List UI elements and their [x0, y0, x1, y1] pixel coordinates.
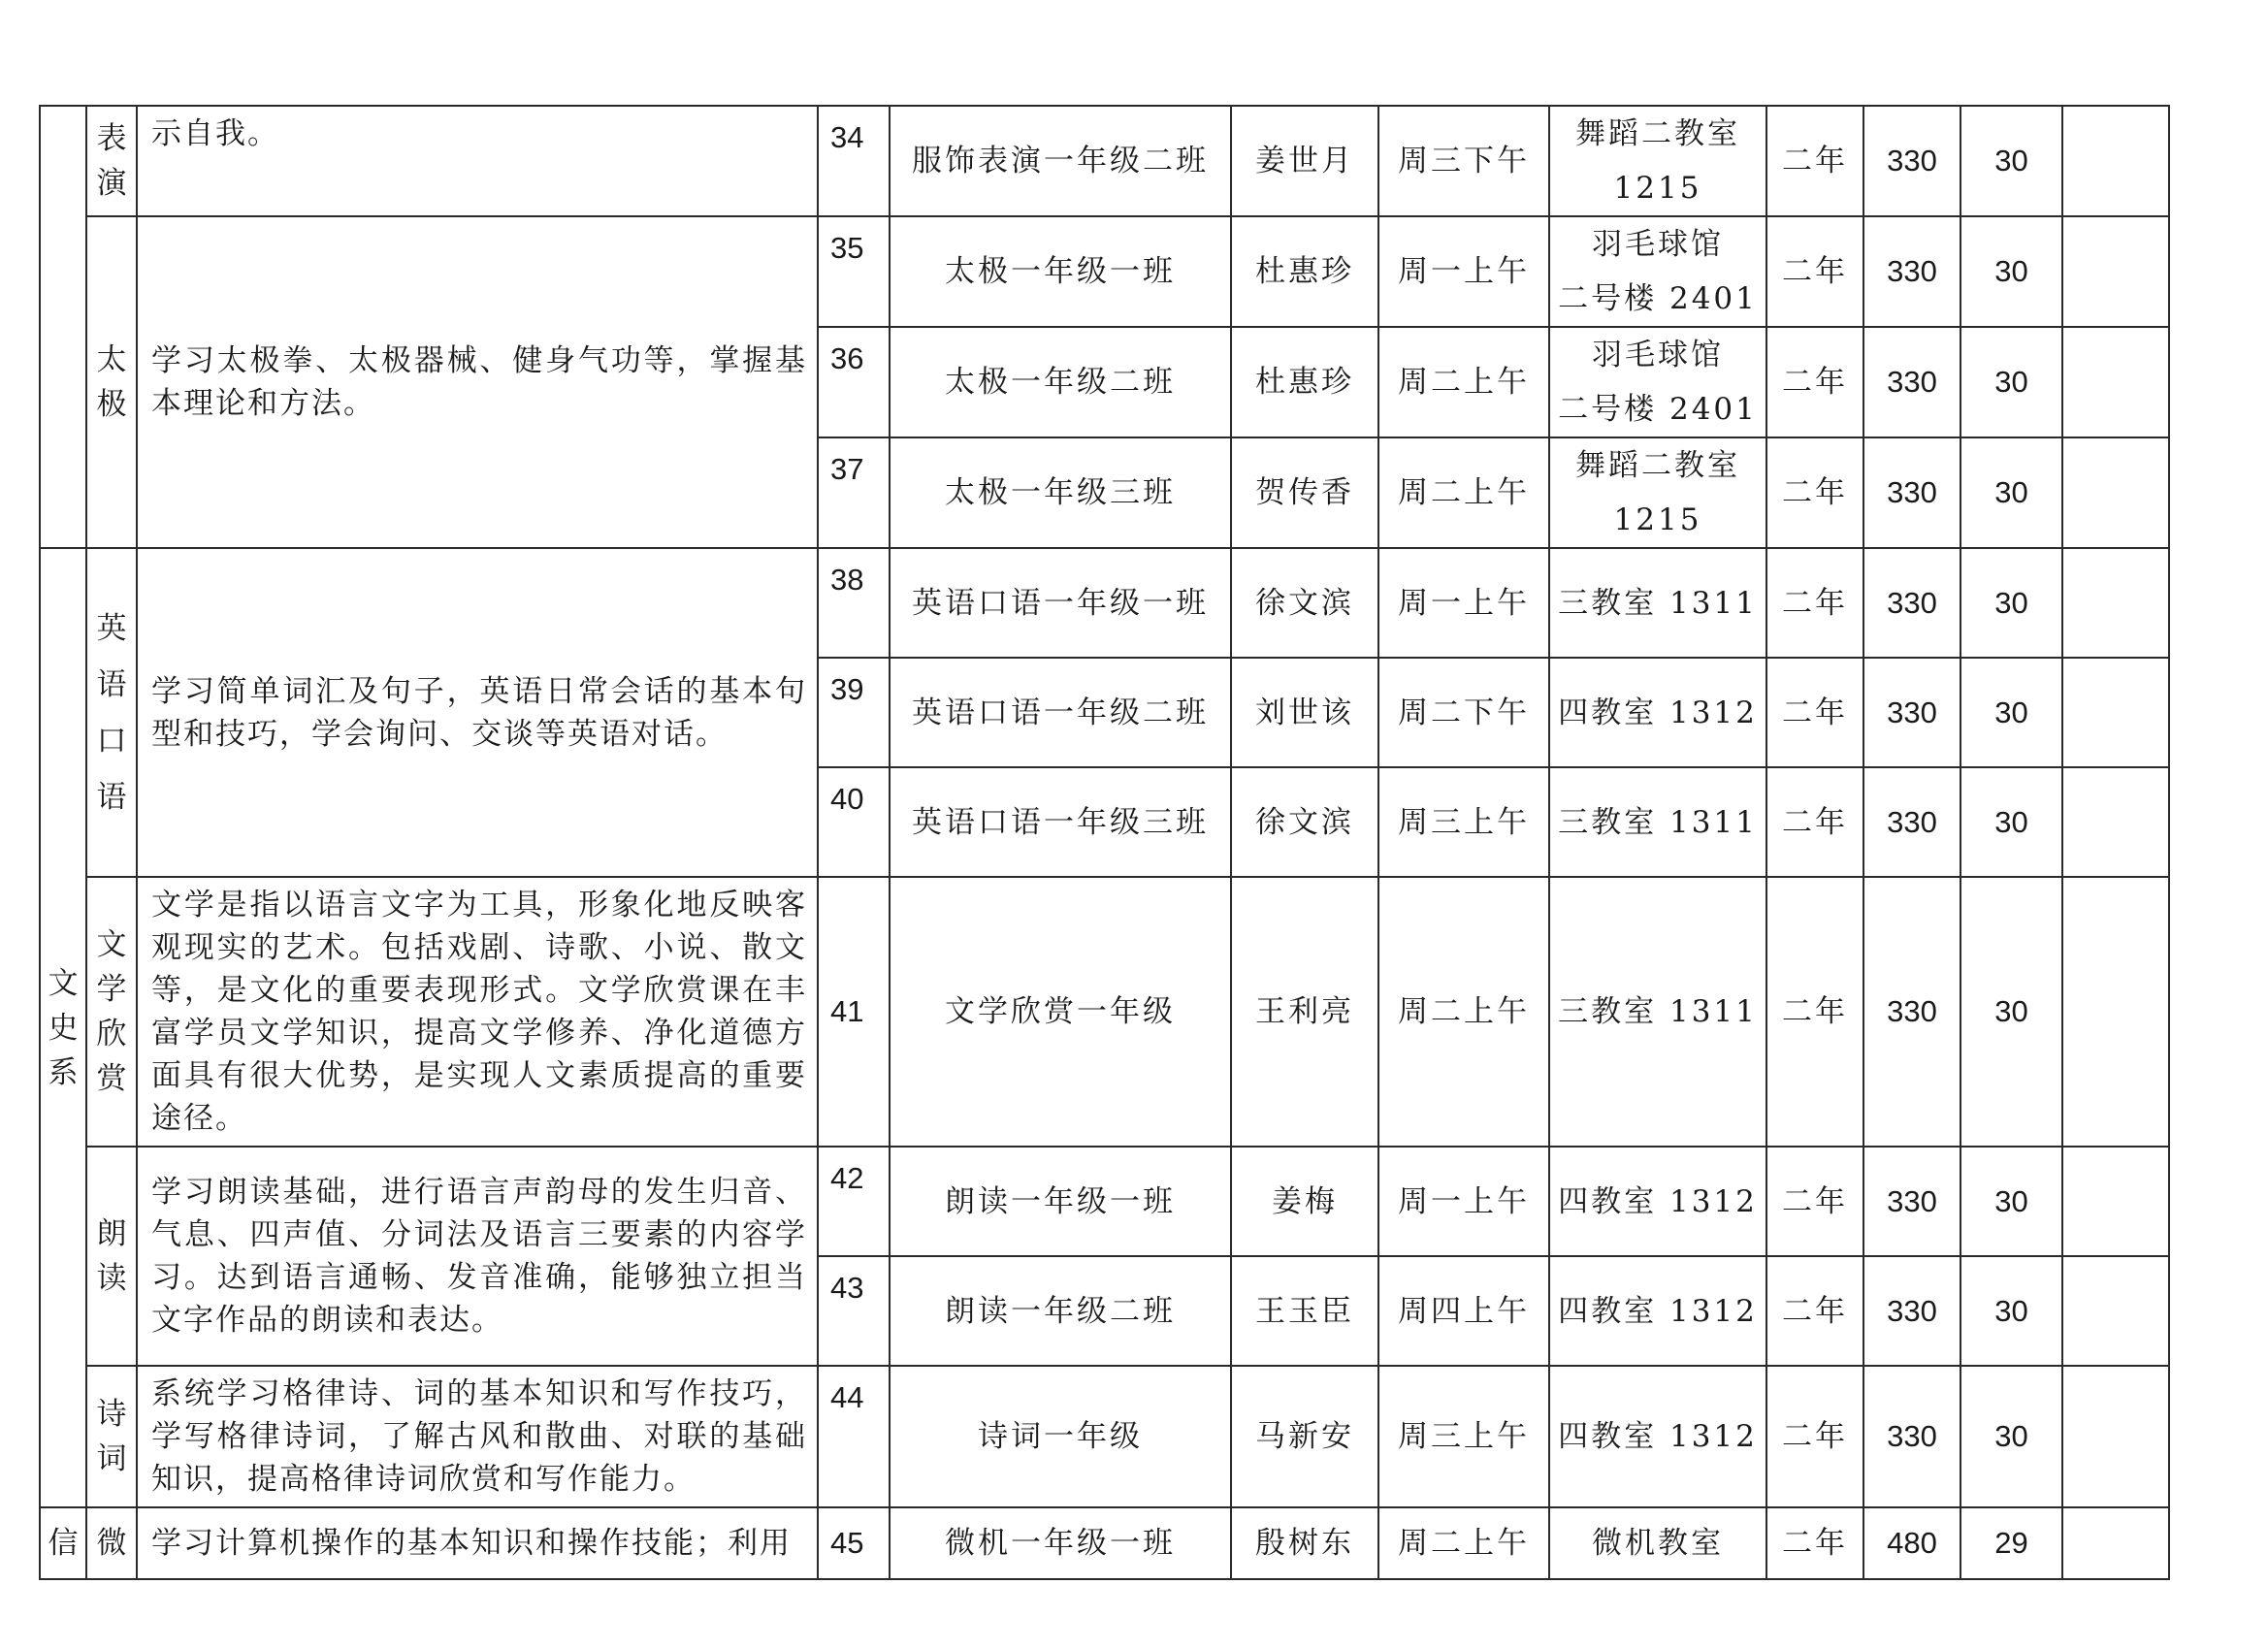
course-description: 学习朗读基础，进行语言声韵母的发生归音、气息、四声值、分词法及语言三要素的内容学习。达到语言通畅、发音准确，能够独立担当文字作品的朗读和表达。 [137, 1147, 818, 1366]
row-number: 42 [818, 1147, 890, 1256]
class-hours: 330 [1863, 1366, 1960, 1507]
class-time: 周二上午 [1378, 437, 1549, 548]
class-name: 太极一年级一班 [890, 216, 1231, 327]
capacity: 30 [1960, 1256, 2062, 1366]
class-time: 周三上午 [1378, 767, 1549, 877]
classroom: 舞蹈二教室 1215 [1549, 437, 1766, 548]
teacher-name: 姜世月 [1231, 106, 1378, 216]
course-name-taiji: 太 极 [86, 216, 137, 548]
course-description: 系统学习格律诗、词的基本知识和写作技巧，学写格律诗词，了解古风和散曲、对联的基础知识，提高格律诗词欣赏和写作能力。 [137, 1366, 818, 1507]
teacher-name: 徐文滨 [1231, 548, 1378, 658]
note-cell [2062, 327, 2169, 437]
classroom: 微机教室 [1549, 1507, 1766, 1579]
teacher-name: 王利亮 [1231, 877, 1378, 1147]
class-time: 周二下午 [1378, 658, 1549, 767]
row-number: 36 [818, 327, 890, 437]
class-time: 周一上午 [1378, 1147, 1549, 1256]
row-number: 40 [818, 767, 890, 877]
row-number: 44 [818, 1366, 890, 1507]
classroom: 羽毛球馆 二号楼 2401 [1549, 216, 1766, 327]
teacher-name: 马新安 [1231, 1366, 1378, 1507]
classroom: 舞蹈二教室 1215 [1549, 106, 1766, 216]
class-time: 周一上午 [1378, 548, 1549, 658]
class-hours: 330 [1863, 877, 1960, 1147]
course-name-poetry: 诗 词 [86, 1366, 137, 1507]
class-time: 周三上午 [1378, 1366, 1549, 1507]
class-hours: 330 [1863, 658, 1960, 767]
class-hours: 330 [1863, 216, 1960, 327]
class-hours: 330 [1863, 327, 1960, 437]
class-time: 周二上午 [1378, 877, 1549, 1147]
note-cell [2062, 658, 2169, 767]
class-name: 英语口语一年级一班 [890, 548, 1231, 658]
classroom: 三教室 1311 [1549, 767, 1766, 877]
row-number: 45 [818, 1507, 890, 1579]
class-hours: 330 [1863, 106, 1960, 216]
teacher-name: 杜惠珍 [1231, 327, 1378, 437]
classroom: 羽毛球馆 二号楼 2401 [1549, 327, 1766, 437]
note-cell [2062, 767, 2169, 877]
course-description: 示自我。 [137, 106, 818, 216]
course-description: 学习简单词汇及句子，英语日常会话的基本句型和技巧，学会询问、交谈等英语对话。 [137, 548, 818, 877]
capacity: 30 [1960, 216, 2062, 327]
department-cell-continued [40, 106, 86, 548]
teacher-name: 杜惠珍 [1231, 216, 1378, 327]
class-name: 服饰表演一年级二班 [890, 106, 1231, 216]
class-name: 朗读一年级二班 [890, 1256, 1231, 1366]
capacity: 30 [1960, 877, 2062, 1147]
classroom: 四教室 1312 [1549, 1147, 1766, 1256]
duration: 二年 [1766, 658, 1863, 767]
capacity: 29 [1960, 1507, 2062, 1579]
teacher-name: 殷树东 [1231, 1507, 1378, 1579]
class-hours: 330 [1863, 767, 1960, 877]
class-name: 英语口语一年级三班 [890, 767, 1231, 877]
class-time: 周四上午 [1378, 1256, 1549, 1366]
note-cell [2062, 216, 2169, 327]
capacity: 30 [1960, 1147, 2062, 1256]
class-name: 微机一年级一班 [890, 1507, 1231, 1579]
row-number: 37 [818, 437, 890, 548]
teacher-name: 贺传香 [1231, 437, 1378, 548]
duration: 二年 [1766, 548, 1863, 658]
classroom: 四教室 1312 [1549, 658, 1766, 767]
department-xin: 信 [40, 1507, 86, 1579]
class-time: 周一上午 [1378, 216, 1549, 327]
course-description: 学习太极拳、太极器械、健身气功等，掌握基本理论和方法。 [137, 216, 818, 548]
classroom: 三教室 1311 [1549, 548, 1766, 658]
capacity: 30 [1960, 106, 2062, 216]
duration: 二年 [1766, 1366, 1863, 1507]
table-row [40, 1147, 2169, 1256]
note-cell [2062, 1507, 2169, 1579]
teacher-name: 姜梅 [1231, 1147, 1378, 1256]
class-name: 诗词一年级 [890, 1366, 1231, 1507]
note-cell [2062, 877, 2169, 1147]
class-time: 周二上午 [1378, 1507, 1549, 1579]
table-row [40, 216, 2169, 327]
duration: 二年 [1766, 767, 1863, 877]
row-number: 35 [818, 216, 890, 327]
capacity: 30 [1960, 327, 2062, 437]
row-number: 38 [818, 548, 890, 658]
duration: 二年 [1766, 1147, 1863, 1256]
department-wenshi: 文 史 系 [40, 548, 86, 1507]
course-name-reading: 朗 读 [86, 1147, 137, 1366]
note-cell [2062, 437, 2169, 548]
duration: 二年 [1766, 106, 1863, 216]
duration: 二年 [1766, 1256, 1863, 1366]
class-hours: 330 [1863, 548, 1960, 658]
table-row [40, 548, 2169, 658]
course-name-computer: 微 [86, 1507, 137, 1579]
classroom: 四教室 1312 [1549, 1256, 1766, 1366]
duration: 二年 [1766, 1507, 1863, 1579]
classroom: 四教室 1312 [1549, 1366, 1766, 1507]
teacher-name: 王玉臣 [1231, 1256, 1378, 1366]
row-number: 43 [818, 1256, 890, 1366]
duration: 二年 [1766, 437, 1863, 548]
table-row [40, 1507, 2169, 1579]
capacity: 30 [1960, 437, 2062, 548]
class-name: 太极一年级二班 [890, 327, 1231, 437]
class-name: 文学欣赏一年级 [890, 877, 1231, 1147]
class-hours: 330 [1863, 1147, 1960, 1256]
row-number: 41 [818, 877, 890, 1147]
duration: 二年 [1766, 327, 1863, 437]
row-number: 39 [818, 658, 890, 767]
course-description: 文学是指以语言文字为工具，形象化地反映客观现实的艺术。包括戏剧、诗歌、小说、散文等，是文化的重要表现形式。文学欣赏课在丰富学员文学知识，提高文学修养、净化道德方面具有很大优势，是实现人文素质提高的重要途径。 [137, 877, 818, 1147]
note-cell [2062, 1147, 2169, 1256]
class-name: 太极一年级三班 [890, 437, 1231, 548]
row-number: 34 [818, 106, 890, 216]
table-row [40, 1366, 2169, 1507]
class-name: 朗读一年级一班 [890, 1147, 1231, 1256]
capacity: 30 [1960, 767, 2062, 877]
class-time: 周三下午 [1378, 106, 1549, 216]
teacher-name: 刘世该 [1231, 658, 1378, 767]
capacity: 30 [1960, 1366, 2062, 1507]
note-cell [2062, 106, 2169, 216]
course-name-english: 英 语 口 语 [86, 548, 137, 877]
class-hours: 480 [1863, 1507, 1960, 1579]
classroom: 三教室 1311 [1549, 877, 1766, 1147]
class-name: 英语口语一年级二班 [890, 658, 1231, 767]
capacity: 30 [1960, 548, 2062, 658]
class-hours: 330 [1863, 1256, 1960, 1366]
class-time: 周二上午 [1378, 327, 1549, 437]
duration: 二年 [1766, 216, 1863, 327]
note-cell [2062, 548, 2169, 658]
teacher-name: 徐文滨 [1231, 767, 1378, 877]
class-hours: 330 [1863, 437, 1960, 548]
course-name-literature: 文 学 欣 赏 [86, 877, 137, 1147]
table-row [40, 106, 2169, 216]
course-name-biaoyan: 表 演 [86, 106, 137, 216]
course-schedule-table [39, 105, 2170, 1580]
note-cell [2062, 1366, 2169, 1507]
note-cell [2062, 1256, 2169, 1366]
duration: 二年 [1766, 877, 1863, 1147]
capacity: 30 [1960, 658, 2062, 767]
table-row [40, 877, 2169, 1147]
course-description: 学习计算机操作的基本知识和操作技能；利用 [137, 1507, 818, 1579]
